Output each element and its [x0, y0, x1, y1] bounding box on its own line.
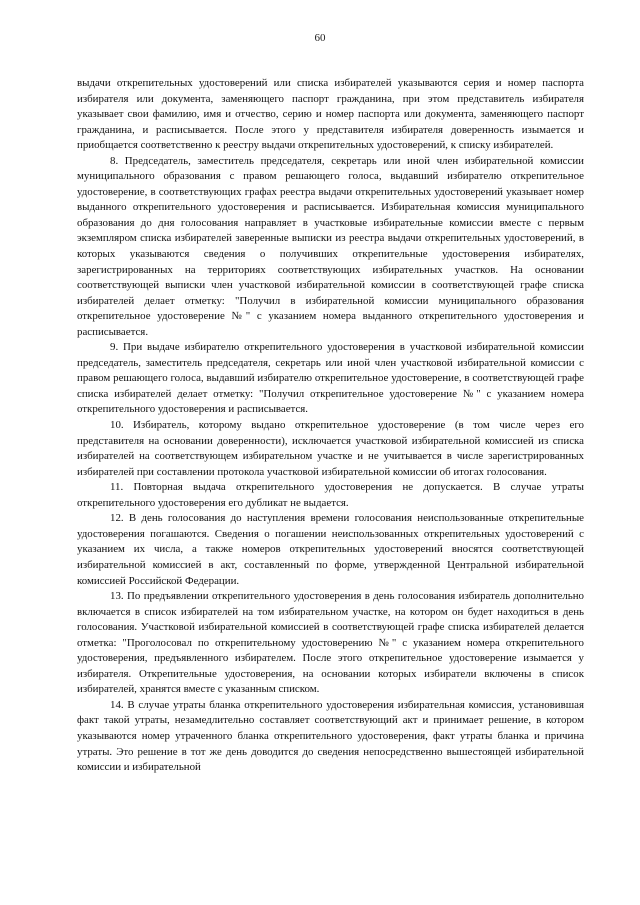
paragraph-10: 10. Избиратель, которому выдано открепительное удостоверение (в том числе через его представителя на основании доверенности), исключается участковой избирательной комиссией из списка избирателей на соответствующем избирательном участке и не учитывается в числе зарегистрированных избирателей при составлении протокола участковой избирательной комиссии об итогах голосования. [77, 419, 584, 478]
page-number: 60 [314, 32, 326, 44]
paragraph-12: 12. В день голосования до наступления времени голосования неиспользованные открепительные удостоверения погашаются. Сведения о погашении неиспользованных открепительных удостоверений с указанием их числа, а также номеров открепительных удостоверений вносятся соответствующей избирательной комиссией в акт, составленный по форме, утвержденной Центральной избирательной комиссией Российской Федерации. [77, 512, 584, 587]
paragraph-13: 13. По предъявлении открепительного удостоверения в день голосования избиратель дополнительно включается в список избирателей на том избирательном участке, на котором он будет находиться в день голосования. Участковой избирательной комиссией в соответствующей графе списка избирателей делается отметка: "Проголосовал по открепительному удостоверению №" с указанием номера открепительного удостоверения, предъявленного избирателем. После этого открепительное удостоверение изымается у избирателя. Открепительные удостоверения, на основании которых избиратели включены в список избирателей, хранятся вместе с указанным списком. [77, 590, 584, 696]
paragraph-continuation: выдачи открепительных удостоверений или списка избирателей указываются серия и номер паспорта избирателя или документа, заменяющего паспорт гражданина, при этом представитель избирателя указывает свои фамилию, имя и отчество, серию и номер паспорта или документа, заменяющего паспорт гражданина, и расписывается. После этого у представителя избирателя доверенность изымается и приобщается соответственно к реестру выдачи открепительных удостоверений, к списку избирателей. [77, 77, 584, 152]
paragraph-9: 9. При выдаче избирателю открепительного удостоверения в участковой избирательной комиссии председатель, заместитель председателя, секретарь или иной член участковой избирательной комиссии с правом решающего голоса, выдавший избирателю открепительное удостоверение, в соответствующей графе списка избирателей делает отметку: "Получил открепительное удостоверение №" с указанием номера открепительного удостоверения и расписывается. [77, 341, 584, 416]
paragraph-8: 8. Председатель, заместитель председателя, секретарь или иной член избирательной комиссии муниципального образования с правом решающего голоса, выдавший избирателю открепительное удостоверение, в соответствующих графах реестра выдачи открепительных удостоверений указывает номер выданного открепительного удостоверения и расписывается. Избирательная комиссия муниципального образования до дня голосования направляет в участковые избирательные комиссии вместе с первым экземпляром списка избирателей заверенные выписки из реестра выдачи открепительных удостоверений, в которых указываются сведения о получивших открепительные удостоверения избирателях, зарегистрированных на территориях соответствующих избирательных участков. На основании соответствующей выписки член участковой избирательной комиссии в соответствующей графе списка избирателей делает отметку: "Получил в избирательной комиссии муниципального образования открепительное удостоверение №" с указанием номера выданного открепительного удостоверения и расписывается. [77, 154, 584, 338]
document-body [77, 76, 584, 776]
paragraph-14: 14. В случае утраты бланка открепительного удостоверения избирательная комиссия, установившая факт такой утраты, незамедлительно составляет соответствующий акт и принимает решение, в котором указываются номер утраченного бланка открепительного удостоверения, факт утраты бланка и причина утраты. Это решение в тот же день доводится до сведения непосредственно вышестоящей избирательной комиссии и избирательной [77, 698, 584, 774]
paragraph-11: 11. Повторная выдача открепительного удостоверения не допускается. В случае утраты открепительного удостоверения его дубликат не выдается. [77, 481, 584, 509]
